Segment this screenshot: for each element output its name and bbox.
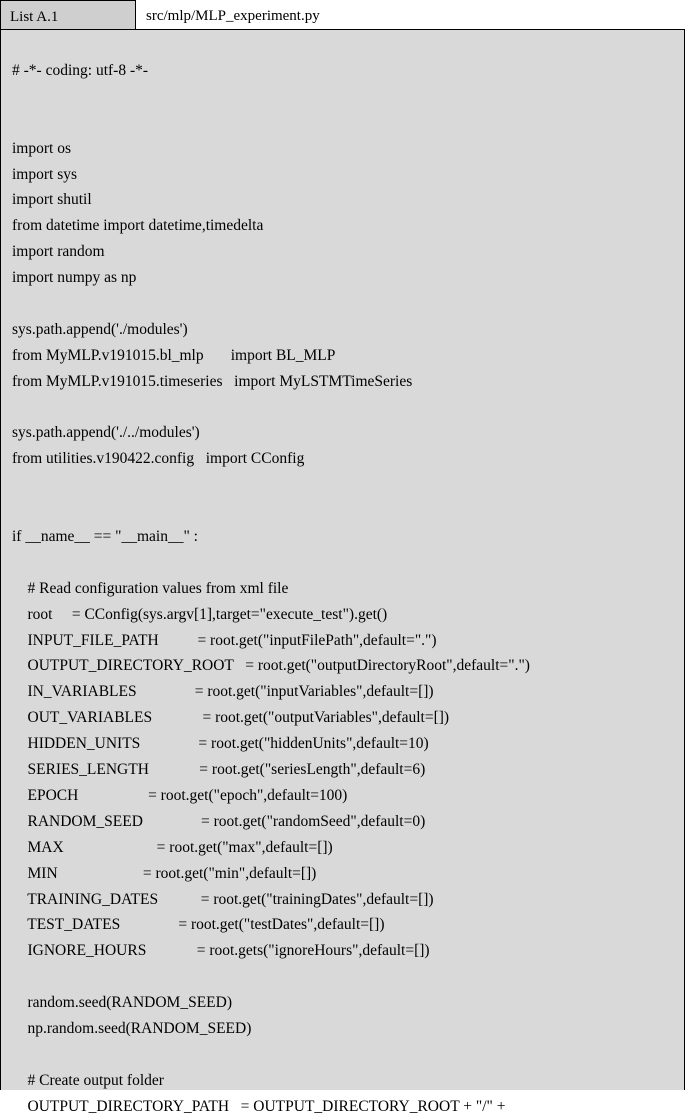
code-line [12,291,680,317]
code-line [12,550,680,576]
code-line: import shutil [12,191,92,209]
code-line: from datetime import datetime,timedelta [12,217,264,235]
code-listing [12,58,680,1120]
code-line [12,472,680,498]
code-line: HIDDEN_UNITS = root.get("hiddenUnits",default=10) [12,735,429,753]
code-line: import numpy as np [12,269,137,287]
code-line: root = CConfig(sys.argv[1],target="execute_test").get() [12,605,388,623]
code-line: TEST_DATES = root.get("testDates",default=[]) [12,916,385,934]
code-line: from MyMLP.v191015.bl_mlp import BL_MLP [12,346,336,364]
code-line [12,498,680,524]
code-line [12,395,680,421]
code-line [12,110,680,136]
code-line [12,964,680,990]
code-line: # Read configuration values from xml file [12,579,289,597]
code-line: from utilities.v190422.config import CConfig [12,450,305,468]
code-line: np.random.seed(RANDOM_SEED) [12,1019,252,1037]
code-line: SERIES_LENGTH = root.get("seriesLength",default=6) [12,761,426,779]
code-line: random.seed(RANDOM_SEED) [12,994,232,1012]
code-line: OUTPUT_DIRECTORY_PATH = OUTPUT_DIRECTORY_ROOT + "/" + [12,1097,506,1115]
code-line: from MyMLP.v191015.timeseries import MyLSTMTimeSeries [12,372,413,390]
code-line: OUT_VARIABLES = root.get("outputVariables",default=[]) [12,709,450,727]
code-line: # Create output folder [12,1071,164,1089]
code-line: IN_VARIABLES = root.get("inputVariables",default=[]) [12,683,434,701]
code-line: IGNORE_HOURS = root.gets("ignoreHours",default=[]) [12,942,430,960]
listing-filename: src/mlp/MLP_experiment.py [146,8,320,24]
code-line: INPUT_FILE_PATH = root.get("inputFilePath",default=".") [12,631,437,649]
code-line: EPOCH = root.get("epoch",default=100) [12,786,348,804]
code-line: sys.path.append('./../modules') [12,424,200,442]
code-line: # -*- coding: utf-8 -*- [12,62,149,79]
code-line: TRAINING_DATES = root.get("trainingDates",default=[]) [12,890,434,908]
code-line: sys.path.append('./modules') [12,320,188,338]
code-line: OUTPUT_DIRECTORY_ROOT = root.get("outputDirectoryRoot",default=".") [12,657,530,675]
code-line: MIN = root.get("min",default=[]) [12,864,317,882]
code-line: RANDOM_SEED = root.get("randomSeed",default=0) [12,812,426,830]
code-line [12,1042,680,1068]
code-line: import os [12,139,71,157]
code-line: import random [12,243,105,261]
listing-header [0,0,685,30]
code-line: import sys [12,165,78,183]
code-line: if __name__ == "__main__" : [12,528,198,546]
code-line [12,84,680,110]
listing-label: List A.1 [0,0,136,30]
code-line: MAX = root.get("max",default=[]) [12,838,333,856]
